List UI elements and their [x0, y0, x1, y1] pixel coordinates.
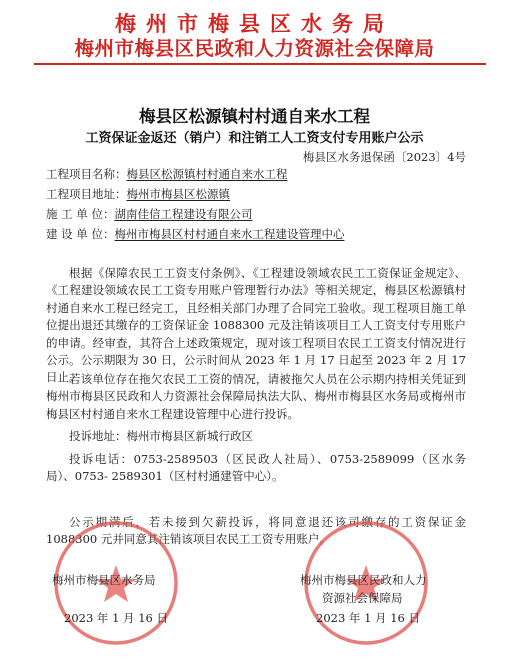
document-subtitle: 工资保证金返还（销户）和注销工人工资支付专用账户公示: [85, 131, 424, 146]
signature-org-right-line-1: 梅州市梅县区民政和人力: [300, 573, 427, 587]
info-label: 施 工 单 位：: [46, 207, 115, 221]
complaint-phone: 投诉电话：0753-2589503（区民政人社局）、0753-2589099（区水务局）、0753- 2589301（区村村通建管中心）。: [46, 452, 466, 484]
info-label: 工程项目地址：: [46, 187, 127, 201]
info-row-construction-unit: [46, 206, 252, 222]
info-value: 梅州市梅县区松源镇: [126, 187, 230, 201]
document-title: 梅县区松源镇村村通自来水工程: [139, 107, 370, 126]
info-value: 湖南佳信工程建设有限公司: [114, 207, 253, 221]
body-paragraph-2: 若该单位存在拖欠农民工工资的情况，请被拖欠人员在公示期内持相关凭证到梅州市梅县区民政和人力资源社会保障局执法大队、梅州市梅县区水务局或梅州市梅县区村村通自来水工程建设管理中心进行投诉。: [46, 372, 466, 421]
signature-org-left: 梅州市梅县区水务局: [52, 573, 156, 587]
signature-date-right: 2023 年 1 月 16 日: [316, 611, 420, 625]
signature-org-right-line-2: 资源社会保障局: [322, 591, 403, 605]
info-row-project-address: [46, 186, 230, 202]
info-value: 梅县区松源镇村村通自来水工程: [126, 167, 288, 181]
info-value: 梅州市梅县区村村通自来水工程建设管理中心: [114, 227, 345, 241]
info-row-builder-unit: [46, 226, 344, 242]
signature-date-left: 2023 年 1 月 16 日: [64, 611, 168, 625]
header-line-2: 梅州市梅县区民政和人力资源社会保障局: [74, 37, 435, 60]
header-divider: [34, 63, 486, 65]
info-label: 建 设 单 位：: [46, 227, 115, 241]
header-line-1: 梅州市梅县区水务局: [115, 12, 394, 36]
complaint-address: 投诉地址：梅州市梅县区新城行政区: [69, 429, 253, 443]
body-paragraph-closing: 公示期满后，若未接到欠薪投诉，将同意退还该司缴存的工资保证金 1088300 元并同意其注销该项目农民工工资专用账户。: [46, 515, 466, 547]
document-number: 梅县区水务退保函〔2023〕4号: [302, 150, 466, 164]
info-label: 工程项目名称：: [46, 167, 127, 181]
body-paragraph-1: 根据《保障农民工工资支付条例》、《工程建设领域农民工工资保证金规定》、《工程建设领域农民工工资专用账户管理暂行办法》等相关规定，梅县区松源镇村村通自来水工程已经完工，且经相关部门办理了合同完工验收。现工程项目施工单位提出退还其缴存的工资保证金 1088300 元及注销该项目工人工资支付专用账户的申请。经审查，其符合上述政策规定，现对该工程项目农民工工资支付情况进行公示。公示期限为 30 日，公示时间从 2023 年 1 月 17 日起至 2023 年 2 月 17 日止。: [46, 266, 466, 385]
info-row-project-name: [46, 166, 288, 182]
